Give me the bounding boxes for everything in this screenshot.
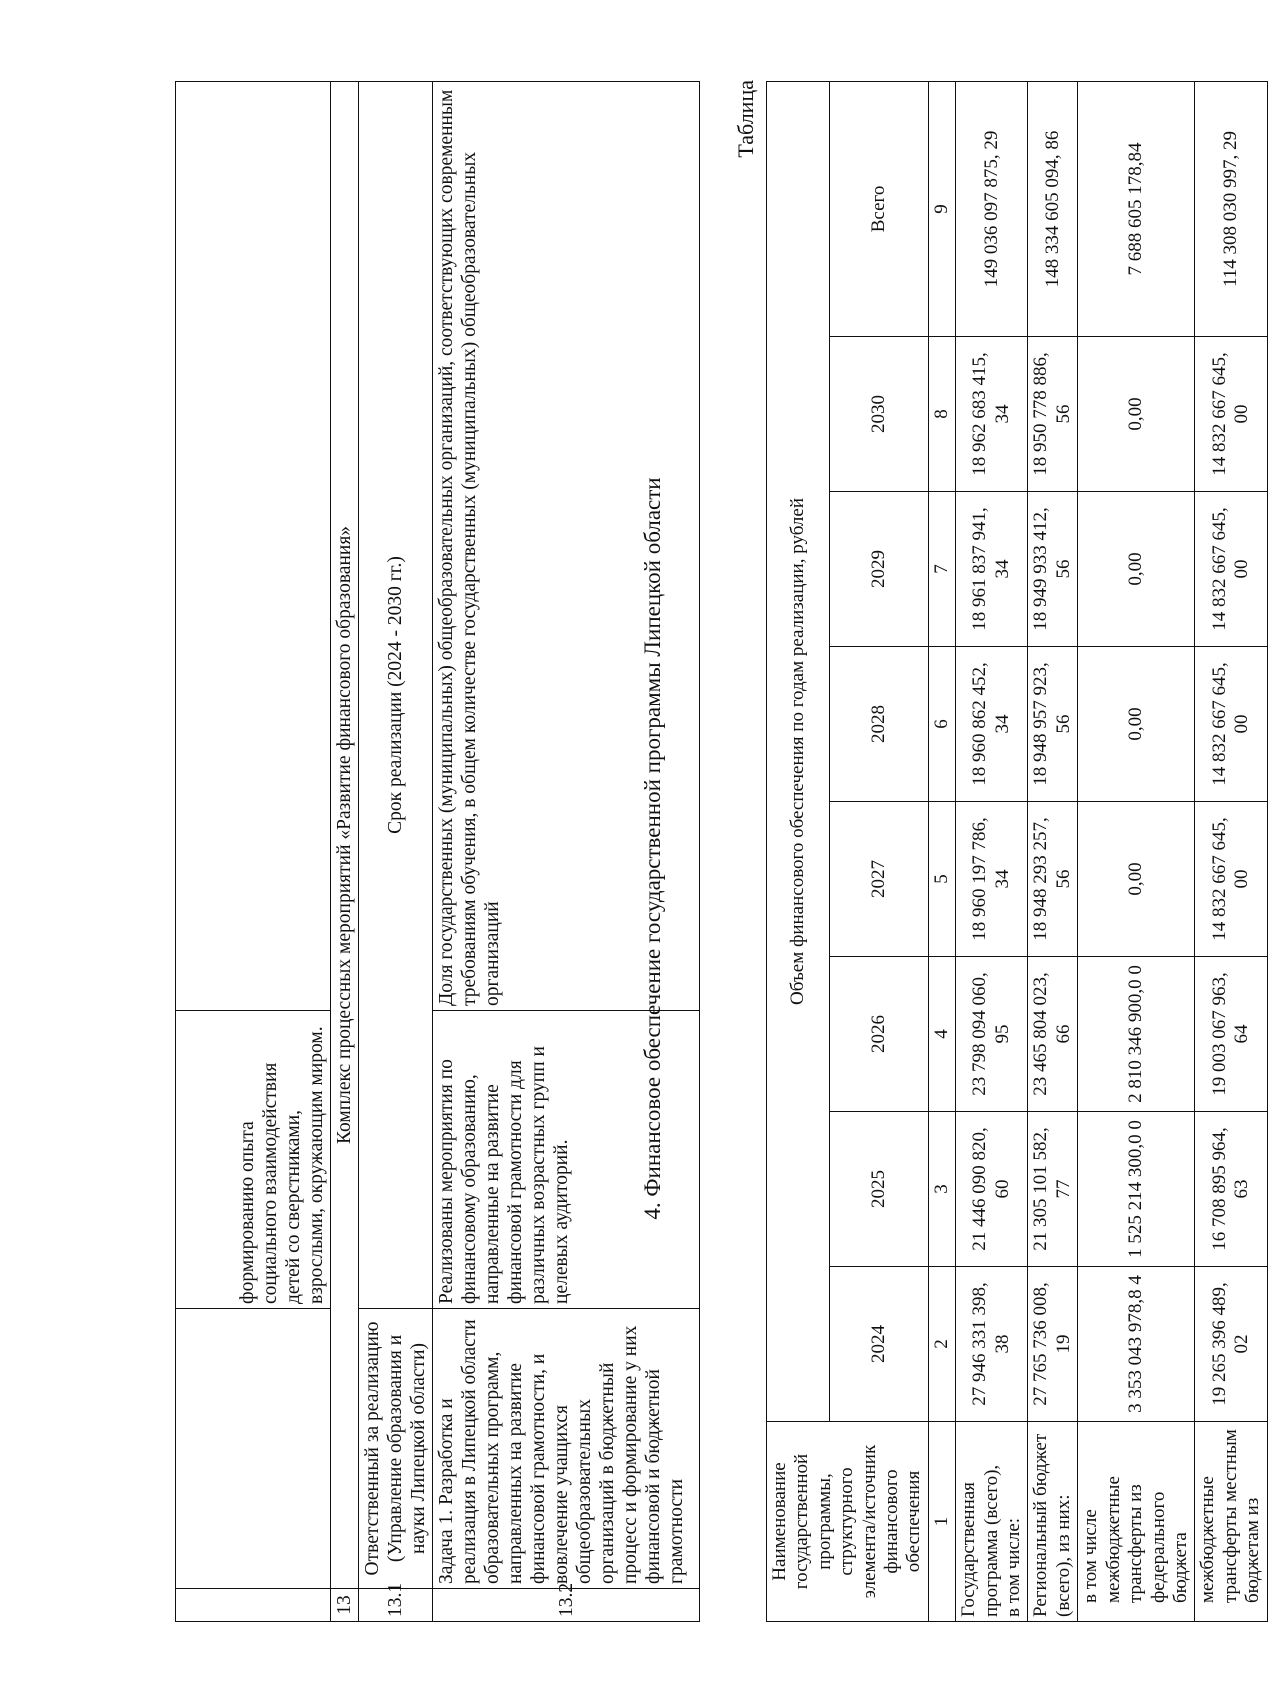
- row-label: в том числе межбюджетные трансферты из федерального бюджета: [1078, 1422, 1195, 1622]
- responsible-cell: Ответственный за реализацию (Управление образования и науки Липецкой области): [359, 1309, 433, 1589]
- col-number-2: 2: [928, 1267, 955, 1422]
- task-cell: Задача 1. Разработка и реализация в Липецкой области образовательных программ, направленных на развитие финансовой грамотности, и вовлечение учащихся общеобразовательных организаций в бюджетный процесс и формирование у них финансовой и бюджетной грамотности: [433, 1309, 700, 1589]
- value-cell: 3 353 043 978,8 4: [1078, 1267, 1195, 1422]
- value-cell: 18 948 293 257, 56: [1028, 802, 1078, 957]
- row-number-13: 13: [331, 1589, 359, 1622]
- row-label: межбюджетные трансферты местным бюджетам из: [1195, 1422, 1267, 1622]
- header-row-years: [830, 81, 929, 1621]
- value-cell: 0,00: [1078, 337, 1195, 492]
- value-cell: 149 036 097 875, 29: [956, 81, 1028, 336]
- measures-cell: Реализованы мероприятия по финансовому образованию, направленные на развитие финансовой грамотности для различных возрастных групп и целевых аудиторий.: [433, 1011, 700, 1309]
- value-cell: 0,00: [1078, 492, 1195, 647]
- value-cell: 23 798 094 060, 95: [956, 957, 1028, 1112]
- col-number-4: 4: [928, 957, 955, 1112]
- value-cell: 14 832 667 645, 00: [1195, 492, 1267, 647]
- value-cell: 16 708 895 964, 63: [1195, 1112, 1267, 1267]
- section-heading: 4. Финансовое обеспечение государственной программы Липецкой области: [640, 477, 665, 1220]
- value-cell: 19 003 067 963, 64: [1195, 957, 1267, 1112]
- empty-cell: [176, 82, 331, 1011]
- value-cell: 1 525 214 300,0 0: [1078, 1112, 1195, 1267]
- value-cell: 0,00: [1078, 647, 1195, 802]
- value-cell: 14 832 667 645, 00: [1195, 337, 1267, 492]
- empty-cell: [176, 1309, 331, 1589]
- value-cell: 23 465 804 023, 66: [1028, 957, 1078, 1112]
- table-caption: Таблица: [733, 80, 758, 158]
- indicator-cell: Доля государственных (муниципальных) общеобразовательных организаций, соответствующих современным требованиям обучения, в общем количестве государственных (муниципальных) общеобразовательных организаций: [433, 82, 700, 1011]
- value-cell: 27 946 331 398, 38: [956, 1267, 1028, 1422]
- col-number-7: 7: [928, 492, 955, 647]
- year-2026: 2026: [830, 957, 929, 1112]
- value-cell: 14 832 667 645, 00: [1195, 647, 1267, 802]
- row-label: Региональный бюджет (всего), из них:: [1028, 1422, 1078, 1622]
- table1-row-13: [331, 82, 359, 1622]
- table1-row-continuation: [176, 82, 331, 1622]
- row-number-13-2: 13.2: [433, 1589, 700, 1622]
- year-total: Всего: [830, 81, 929, 336]
- financing-table: [766, 81, 1268, 1622]
- value-cell: 18 960 197 786, 34: [956, 802, 1028, 957]
- value-cell: 27 765 736 008, 19: [1028, 1267, 1078, 1422]
- value-cell: 18 950 778 886, 56: [1028, 337, 1078, 492]
- value-cell: 0,00: [1078, 802, 1195, 957]
- value-cell: 14 832 667 645, 00: [1195, 802, 1267, 957]
- value-cell: 18 960 862 452, 34: [956, 647, 1028, 802]
- col-number-6: 6: [928, 647, 955, 802]
- column-number-row: [928, 81, 955, 1621]
- col-number-8: 8: [928, 337, 955, 492]
- col-number-3: 3: [928, 1112, 955, 1267]
- year-2030: 2030: [830, 337, 929, 492]
- continuation-text-cell: формированию опыта социального взаимодействия детей со сверстниками, взрослыми, окружающим миром.: [176, 1011, 331, 1309]
- value-cell: 19 265 396 489, 02: [1195, 1267, 1267, 1422]
- value-cell: 114 308 030 997, 29: [1195, 81, 1267, 336]
- table-row: [1078, 81, 1195, 1621]
- row-number-cell: [176, 1589, 331, 1622]
- value-cell: 21 446 090 820, 60: [956, 1112, 1028, 1267]
- value-cell: 18 962 683 415, 34: [956, 337, 1028, 492]
- year-2028: 2028: [830, 647, 929, 802]
- value-cell: 2 810 346 900,0 0: [1078, 957, 1195, 1112]
- header-name-cell: Наименование государственной программы, структурного элемента/источник финансового обеспечения: [767, 1422, 929, 1622]
- value-cell: 18 961 837 941, 34: [956, 492, 1028, 647]
- year-2027: 2027: [830, 802, 929, 957]
- value-cell: 7 688 605 178,84: [1078, 81, 1195, 336]
- col-number-9: 9: [928, 81, 955, 336]
- row-label: [956, 1422, 1028, 1622]
- value-cell: 18 949 933 412, 56: [1028, 492, 1078, 647]
- col-number-1: 1: [928, 1422, 955, 1622]
- table1-row-13-1: [359, 82, 433, 1622]
- table-row: [1195, 81, 1267, 1621]
- year-2025: 2025: [830, 1112, 929, 1267]
- value-cell: 148 334 605 094, 86: [1028, 81, 1078, 336]
- period-cell: Срок реализации (2024 - 2030 гг.): [359, 82, 433, 1309]
- col-number-5: 5: [928, 802, 955, 957]
- value-cell: 18 948 957 923, 56: [1028, 647, 1078, 802]
- row-label-text: Государственная программа (всего),: [958, 1464, 1002, 1617]
- header-group-cell: Объем финансового обеспечения по годам реализации, рублей: [767, 81, 830, 1421]
- table-row: [1028, 81, 1078, 1621]
- row-number-13-1: 13.1: [359, 1589, 433, 1622]
- table-row: [956, 81, 1028, 1621]
- row-label-sub: в том числе:: [1003, 1517, 1025, 1617]
- program-structure-table: [175, 81, 700, 1622]
- complex-title-cell: Комплекс процессных мероприятий «Развитие финансового образования»: [331, 82, 359, 1589]
- year-2029: 2029: [830, 492, 929, 647]
- header-row-group: [767, 81, 830, 1621]
- year-2024: 2024: [830, 1267, 929, 1422]
- value-cell: 21 305 101 582, 77: [1028, 1112, 1078, 1267]
